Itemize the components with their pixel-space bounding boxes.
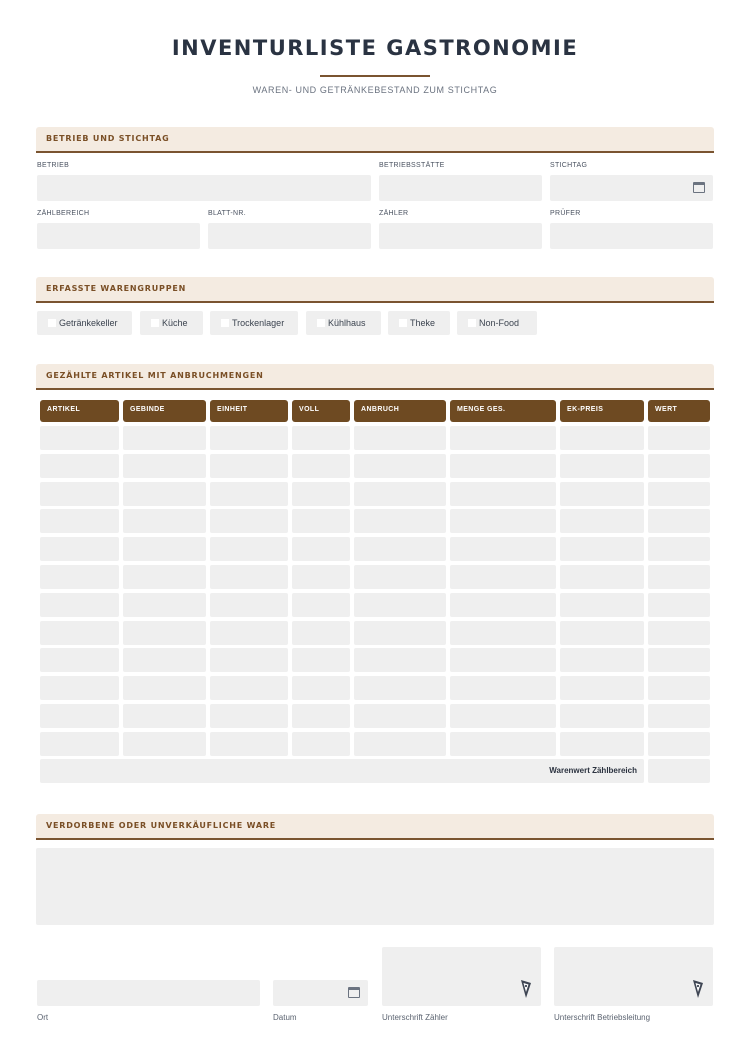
table-cell[interactable] <box>560 426 644 450</box>
table-cell[interactable] <box>450 732 556 756</box>
checkbox-box[interactable] <box>317 319 325 327</box>
section-heading-betrieb: BETRIEB UND STICHTAG <box>36 127 714 153</box>
table-cell[interactable] <box>450 648 556 672</box>
blatt-nr-field[interactable] <box>208 223 371 249</box>
table-cell[interactable] <box>648 676 710 700</box>
table-cell[interactable] <box>560 621 644 645</box>
checkbox-label: Non-Food <box>479 318 520 328</box>
table-cell[interactable] <box>354 537 446 561</box>
table-cell[interactable] <box>210 565 288 589</box>
table-cell[interactable] <box>354 732 446 756</box>
checkbox-box[interactable] <box>151 319 159 327</box>
title-divider <box>320 75 430 77</box>
table-cell[interactable] <box>40 426 119 450</box>
label-unterschrift-betriebsleitung: Unterschrift Betriebsleitung <box>554 1013 651 1022</box>
table-cell[interactable] <box>123 593 206 617</box>
checkbox-box[interactable] <box>399 319 407 327</box>
table-cell[interactable] <box>210 593 288 617</box>
table-cell[interactable] <box>560 509 644 533</box>
zaehlbereich-field[interactable] <box>37 223 200 249</box>
verdorbene-ware-textarea[interactable] <box>36 848 714 925</box>
table-cell[interactable] <box>123 621 206 645</box>
table-cell[interactable] <box>560 704 644 728</box>
sum-value-field[interactable] <box>648 759 710 783</box>
table-cell[interactable] <box>450 454 556 478</box>
table-cell[interactable] <box>648 454 710 478</box>
table-cell[interactable] <box>648 482 710 506</box>
table-cell[interactable] <box>560 565 644 589</box>
table-cell[interactable] <box>40 537 119 561</box>
ort-field[interactable] <box>37 980 260 1006</box>
table-cell[interactable] <box>210 454 288 478</box>
table-cell[interactable] <box>354 593 446 617</box>
table-cell[interactable] <box>560 593 644 617</box>
checkbox-label: Getränkekeller <box>59 318 118 328</box>
table-cell[interactable] <box>354 676 446 700</box>
table-cell[interactable] <box>648 426 710 450</box>
form-subtitle: WAREN- UND GETRÄNKEBESTAND ZUM STICHTAG <box>252 85 498 95</box>
checkbox-box[interactable] <box>48 319 56 327</box>
table-cell[interactable] <box>123 454 206 478</box>
table-cell[interactable] <box>292 676 350 700</box>
stichtag-date-field[interactable] <box>550 175 713 201</box>
table-cell[interactable] <box>123 704 206 728</box>
table-cell[interactable] <box>450 426 556 450</box>
checkbox-label: Küche <box>162 318 188 328</box>
table-cell[interactable] <box>450 565 556 589</box>
table-cell[interactable] <box>450 482 556 506</box>
table-cell[interactable] <box>450 704 556 728</box>
table-cell[interactable] <box>292 509 350 533</box>
label-unterschrift-zaehler: Unterschrift Zähler <box>382 1013 448 1022</box>
table-cell[interactable] <box>354 621 446 645</box>
checkbox-label: Trockenlager <box>232 318 285 328</box>
datum-field[interactable] <box>273 980 368 1006</box>
column-header-menge-ges: MENGE GES. <box>450 400 556 422</box>
table-cell[interactable] <box>292 482 350 506</box>
table-cell[interactable] <box>560 537 644 561</box>
column-header-ek-preis: EK-PREIS <box>560 400 644 422</box>
table-cell[interactable] <box>648 593 710 617</box>
form-title: INVENTURLISTE GASTRONOMIE <box>171 36 579 60</box>
table-cell[interactable] <box>123 509 206 533</box>
label-betrieb: BETRIEB <box>37 162 70 169</box>
table-cell[interactable] <box>123 648 206 672</box>
table-cell[interactable] <box>123 426 206 450</box>
table-cell[interactable] <box>210 509 288 533</box>
table-cell[interactable] <box>40 732 119 756</box>
table-cell[interactable] <box>40 454 119 478</box>
checkbox-kueche[interactable] <box>140 311 203 335</box>
table-cell[interactable] <box>292 732 350 756</box>
table-cell[interactable] <box>210 732 288 756</box>
table-cell[interactable] <box>123 732 206 756</box>
table-cell[interactable] <box>210 482 288 506</box>
table-cell[interactable] <box>560 454 644 478</box>
table-cell[interactable] <box>648 537 710 561</box>
table-cell[interactable] <box>210 621 288 645</box>
table-cell[interactable] <box>123 676 206 700</box>
table-cell[interactable] <box>560 648 644 672</box>
table-cell[interactable] <box>40 621 119 645</box>
section-heading-warengruppen: ERFASSTE WARENGRUPPEN <box>36 277 714 303</box>
checkbox-label: Kühlhaus <box>328 318 366 328</box>
pen-icon <box>519 978 533 1000</box>
calendar-icon[interactable] <box>693 182 705 193</box>
pruefer-field[interactable] <box>550 223 713 249</box>
checkbox-theke[interactable] <box>388 311 450 335</box>
table-cell[interactable] <box>123 537 206 561</box>
column-header-artikel: ARTIKEL <box>40 400 119 422</box>
column-header-wert: WERT <box>648 400 710 422</box>
label-zaehlbereich: ZÄHLBEREICH <box>37 210 90 217</box>
table-cell[interactable] <box>450 621 556 645</box>
table-cell[interactable] <box>354 648 446 672</box>
table-cell[interactable] <box>292 704 350 728</box>
table-cell[interactable] <box>648 565 710 589</box>
table-cell[interactable] <box>210 537 288 561</box>
table-cell[interactable] <box>648 648 710 672</box>
table-cell[interactable] <box>292 454 350 478</box>
betrieb-field[interactable] <box>37 175 371 201</box>
checkbox-kuehlhaus[interactable] <box>306 311 381 335</box>
column-header-anbruch: ANBRUCH <box>354 400 446 422</box>
column-header-gebinde: GEBINDE <box>123 400 206 422</box>
table-cell[interactable] <box>292 426 350 450</box>
column-header-voll: VOLL <box>292 400 350 422</box>
table-cell[interactable] <box>354 704 446 728</box>
table-cell[interactable] <box>123 482 206 506</box>
column-header-einheit: EINHEIT <box>210 400 288 422</box>
label-betriebsstaette: BETRIEBSSTÄTTE <box>379 162 445 169</box>
table-cell[interactable] <box>40 593 119 617</box>
calendar-icon[interactable] <box>348 987 360 998</box>
checkbox-label: Theke <box>410 318 436 328</box>
checkbox-box[interactable] <box>221 319 229 327</box>
table-cell[interactable] <box>40 676 119 700</box>
table-cell[interactable] <box>292 537 350 561</box>
sum-label: Warenwert Zählbereich <box>549 766 637 775</box>
table-cell[interactable] <box>648 509 710 533</box>
table-cell[interactable] <box>560 482 644 506</box>
table-cell[interactable] <box>210 648 288 672</box>
label-zaehler: ZÄHLER <box>379 210 409 217</box>
checkbox-trockenlager[interactable] <box>210 311 298 335</box>
table-cell[interactable] <box>40 509 119 533</box>
table-cell[interactable] <box>210 676 288 700</box>
table-cell[interactable] <box>292 621 350 645</box>
table-cell[interactable] <box>450 537 556 561</box>
table-cell[interactable] <box>210 426 288 450</box>
table-cell[interactable] <box>40 648 119 672</box>
signature-zaehler-field[interactable] <box>382 947 541 1006</box>
label-ort: Ort <box>37 1013 49 1022</box>
checkbox-getraenkekeller[interactable] <box>37 311 132 335</box>
checkbox-box[interactable] <box>468 319 476 327</box>
section-heading-verdorben: VERDORBENE ODER UNVERKÄUFLICHE WARE <box>36 814 714 840</box>
table-cell[interactable] <box>648 704 710 728</box>
table-cell[interactable] <box>560 732 644 756</box>
table-cell[interactable] <box>40 482 119 506</box>
table-cell[interactable] <box>40 565 119 589</box>
table-cell[interactable] <box>354 454 446 478</box>
table-cell[interactable] <box>123 565 206 589</box>
table-cell[interactable] <box>450 509 556 533</box>
table-cell[interactable] <box>292 593 350 617</box>
table-cell[interactable] <box>560 676 644 700</box>
table-cell[interactable] <box>354 509 446 533</box>
table-cell[interactable] <box>450 593 556 617</box>
pen-icon <box>691 978 705 1000</box>
table-cell[interactable] <box>648 732 710 756</box>
table-cell[interactable] <box>40 704 119 728</box>
label-pruefer: PRÜFER <box>550 210 581 217</box>
betriebsstaette-field[interactable] <box>379 175 542 201</box>
section-heading-artikel: GEZÄHLTE ARTIKEL MIT ANBRUCHMENGEN <box>36 364 714 390</box>
table-cell[interactable] <box>648 621 710 645</box>
sum-label-cell <box>40 759 644 783</box>
table-cell[interactable] <box>210 704 288 728</box>
table-cell[interactable] <box>292 648 350 672</box>
table-cell[interactable] <box>450 676 556 700</box>
signature-betriebsleitung-field[interactable] <box>554 947 713 1006</box>
table-cell[interactable] <box>292 565 350 589</box>
checkbox-non-food[interactable] <box>457 311 537 335</box>
label-blatt-nr: BLATT-NR. <box>208 210 246 217</box>
table-cell[interactable] <box>354 482 446 506</box>
zaehler-field[interactable] <box>379 223 542 249</box>
table-cell[interactable] <box>354 426 446 450</box>
table-cell[interactable] <box>354 565 446 589</box>
label-datum: Datum <box>273 1013 297 1022</box>
label-stichtag: STICHTAG <box>550 162 588 169</box>
